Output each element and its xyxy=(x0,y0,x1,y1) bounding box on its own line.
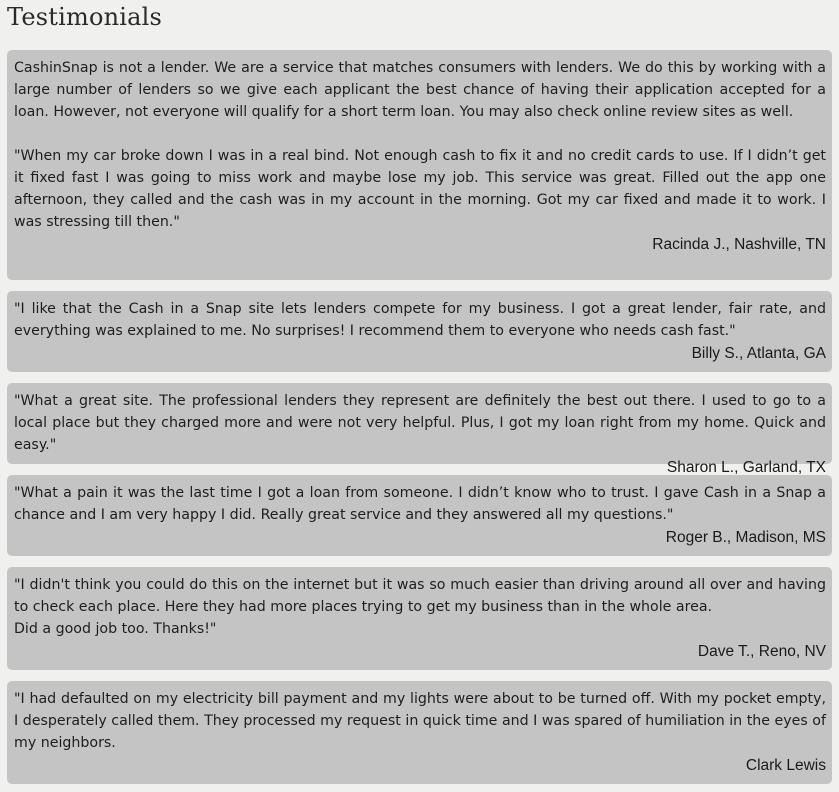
testimonial-author: Roger B., Madison, MS xyxy=(665,529,826,546)
testimonial-quote: "I didn't think you could do this on the internet but it was so much easier than driving around all over and having to check each place. Here they had more places trying to get my business than in the whole area. Did a good job too. Thanks!" xyxy=(14,577,826,637)
testimonial-author: Sharon L., Garland, TX xyxy=(666,459,826,476)
testimonial-quote: "I like that the Cash in a Snap site lets lenders compete for my business. I got a great lender, fair rate, and everything was explained to me. No surprises! I recommend them to everyone who needs cash fast." xyxy=(14,301,826,339)
testimonial-card xyxy=(7,291,832,372)
testimonial-author: Racinda J., Nashville, TN xyxy=(652,236,826,253)
testimonial-author: Dave T., Reno, NV xyxy=(697,643,826,660)
page-title: Testimonials xyxy=(7,3,163,31)
testimonial-card xyxy=(7,475,832,556)
testimonial-quote: "When my car broke down I was in a real bind. Not enough cash to fix it and no credit cards to use. If I didn’t get it fixed fast I was going to miss work and maybe lose my job. This service was great. Filled out the app one afternoon, they called and the cash was in my account in the morning. Got my car fixed and made it to work. I was stressing till then." xyxy=(14,148,826,230)
disclaimer-text: CashinSnap is not a lender. We are a service that matches consumers with lenders. We do this by working with a large number of lenders so we give each applicant the best chance of having their application accepted for a loan. However, not everyone will qualify for a short term loan. You may also check online review sites as well. xyxy=(14,60,826,120)
testimonial-card xyxy=(7,681,832,784)
testimonial-list xyxy=(7,50,832,784)
testimonial-quote: "I had defaulted on my electricity bill payment and my lights were about to be turned off. With my pocket empty, I desperately called them. They processed my request in quick time and I was spared of humiliation in the eyes of my neighbors. xyxy=(14,691,826,751)
testimonial-card xyxy=(7,383,832,476)
testimonial-card xyxy=(7,567,832,670)
testimonial-author: Billy S., Atlanta, GA xyxy=(691,345,826,362)
testimonial-card xyxy=(7,50,832,280)
testimonial-author: Clark Lewis xyxy=(745,757,826,774)
testimonial-quote: "What a great site. The professional lenders they represent are definitely the best out there. I used to go to a local place but they charged more and were not very helpful. Plus, I got my loan right from my home. Quick and easy." xyxy=(14,393,826,453)
testimonial-quote: "What a pain it was the last time I got a loan from someone. I didn’t know who to trust. I gave Cash in a Snap a chance and I am very happy I did. Really great service and they answered all my questions." xyxy=(14,485,826,523)
